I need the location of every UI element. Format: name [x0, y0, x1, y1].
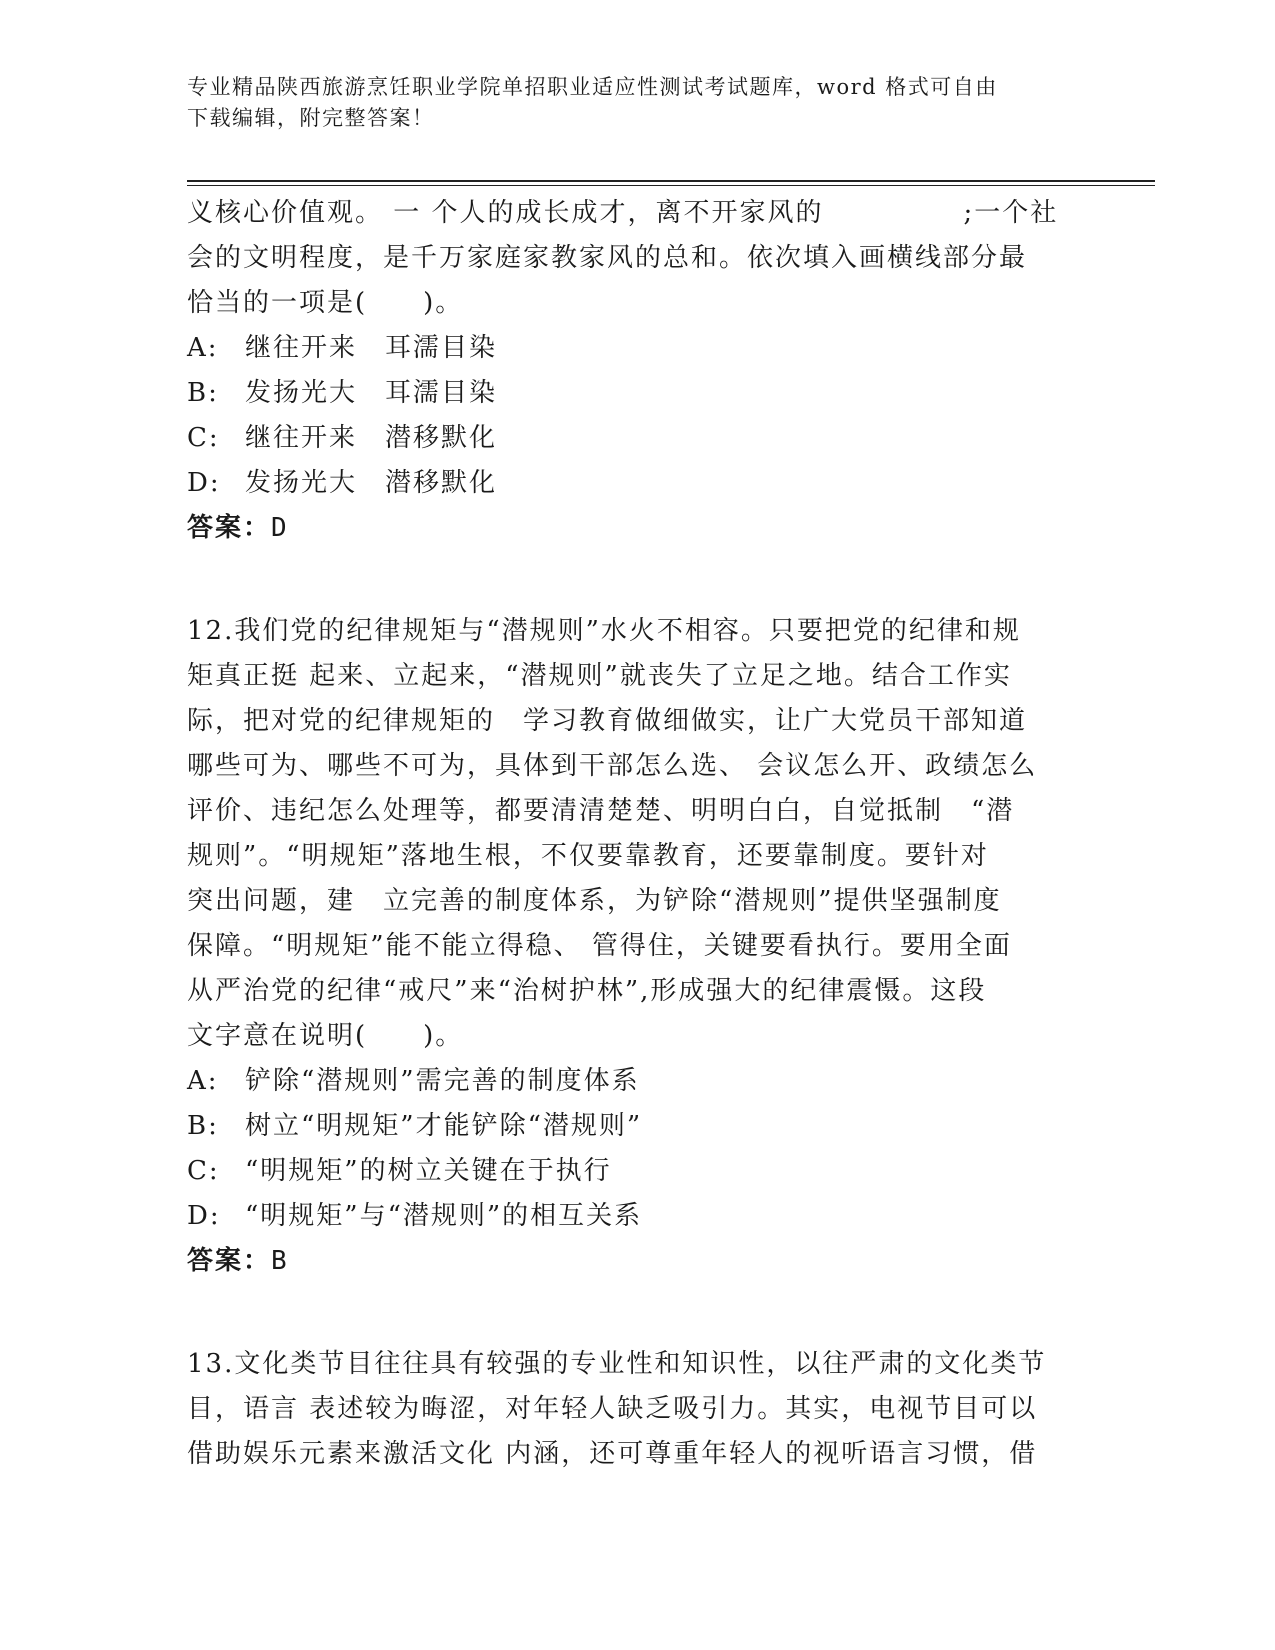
option-d	[187, 1194, 1067, 1239]
question-text-line: 规则”。“明规矩”落地生根，不仅要靠教育，还要靠制度。要针对	[187, 841, 989, 871]
question-12	[187, 609, 1067, 1284]
question-text-line: 保障。“明规矩”能不能立得稳、 管得住，关键要看执行。要用全面	[187, 931, 1012, 961]
option-key: B:	[187, 1111, 219, 1141]
option-key: B:	[187, 378, 219, 408]
question-13	[187, 1342, 1067, 1477]
answer-value: D	[271, 513, 289, 543]
option-a	[187, 1059, 1067, 1104]
option-key: A:	[187, 333, 219, 363]
header-divider	[187, 180, 1155, 182]
option-text: 继往开来 潜移默化	[245, 423, 498, 453]
option-text: 铲除“潜规则”需完善的制度体系	[245, 1066, 640, 1096]
option-text: 发扬光大 耳濡目染	[245, 378, 498, 408]
question-text-line: 际，把对党的纪律规矩的 学习教育做细做实，让广大党员干部知道	[187, 706, 1028, 736]
document-body	[187, 191, 1067, 1477]
answer-label: 答案：	[187, 513, 272, 543]
question-text-line: 义核心价值观。 一 个人的成长成才，离不开家风的 ;一个社	[187, 198, 1059, 228]
question-text-line: 12.我们党的纪律规矩与“潜规则”水火不相容。只要把党的纪律和规	[187, 616, 1021, 646]
header-divider-thin	[187, 185, 1155, 186]
question-text-line: 目，语言 表述较为晦涩，对年轻人缺乏吸引力。其实，电视节目可以	[187, 1394, 1038, 1424]
question-11	[187, 191, 1067, 551]
question-text-line: 从严治党的纪律“戒尺”来“治树护林”,形成强大的纪律震慑。这段	[187, 976, 987, 1006]
option-key: A:	[187, 1066, 219, 1096]
option-text: 树立“明规矩”才能铲除“潜规则”	[245, 1111, 643, 1141]
answer	[187, 506, 1067, 551]
option-c	[187, 1149, 1067, 1194]
spacer	[187, 551, 1067, 609]
question-text-line: 哪些可为、哪些不可为，具体到干部怎么选、 会议怎么开、政绩怎么	[187, 751, 1038, 781]
question-text-line: 会的文明程度，是千万家庭家教家风的总和。依次填入画横线部分最	[187, 243, 1028, 273]
question-text-line: 13.文化类节目往往具有较强的专业性和知识性，以往严肃的文化类节	[187, 1349, 1047, 1379]
header-line: 专业精品陕西旅游烹饪职业学院单招职业适应性测试考试题库，word 格式可自由	[187, 75, 998, 99]
option-key: D:	[187, 468, 221, 498]
question-text-line: 借助娱乐元素来激活文化 内涵，还可尊重年轻人的视听语言习惯，借	[187, 1439, 1038, 1469]
option-key: D:	[187, 1201, 221, 1231]
option-a	[187, 326, 1067, 371]
page-header	[187, 72, 1067, 134]
answer	[187, 1239, 1067, 1284]
header-line: 下载编辑，附完整答案！	[187, 106, 435, 130]
option-b	[187, 1104, 1067, 1149]
option-c	[187, 416, 1067, 461]
question-text-line: 恰当的一项是( )。	[187, 288, 464, 318]
answer-value: B	[271, 1246, 289, 1276]
option-text: “明规矩”与“潜规则”的相互关系	[245, 1201, 643, 1231]
option-key: C:	[187, 423, 220, 453]
option-d	[187, 461, 1067, 506]
spacer	[187, 1284, 1067, 1342]
option-text: “明规矩”的树立关键在于执行	[245, 1156, 612, 1186]
question-text-line: 评价、违纪怎么处理等，都要清清楚楚、明明白白，自觉抵制 “潜	[187, 796, 1015, 826]
question-text-line: 矩真正挺 起来、立起来，“潜规则”就丧失了立足之地。结合工作实	[187, 661, 1012, 691]
answer-label: 答案：	[187, 1246, 272, 1276]
option-text: 继往开来 耳濡目染	[245, 333, 498, 363]
question-text-line: 文字意在说明( )。	[187, 1021, 464, 1051]
option-key: C:	[187, 1156, 220, 1186]
question-text-line: 突出问题，建 立完善的制度体系，为铲除“潜规则”提供坚强制度	[187, 886, 1002, 916]
option-text: 发扬光大 潜移默化	[245, 468, 498, 498]
option-b	[187, 371, 1067, 416]
